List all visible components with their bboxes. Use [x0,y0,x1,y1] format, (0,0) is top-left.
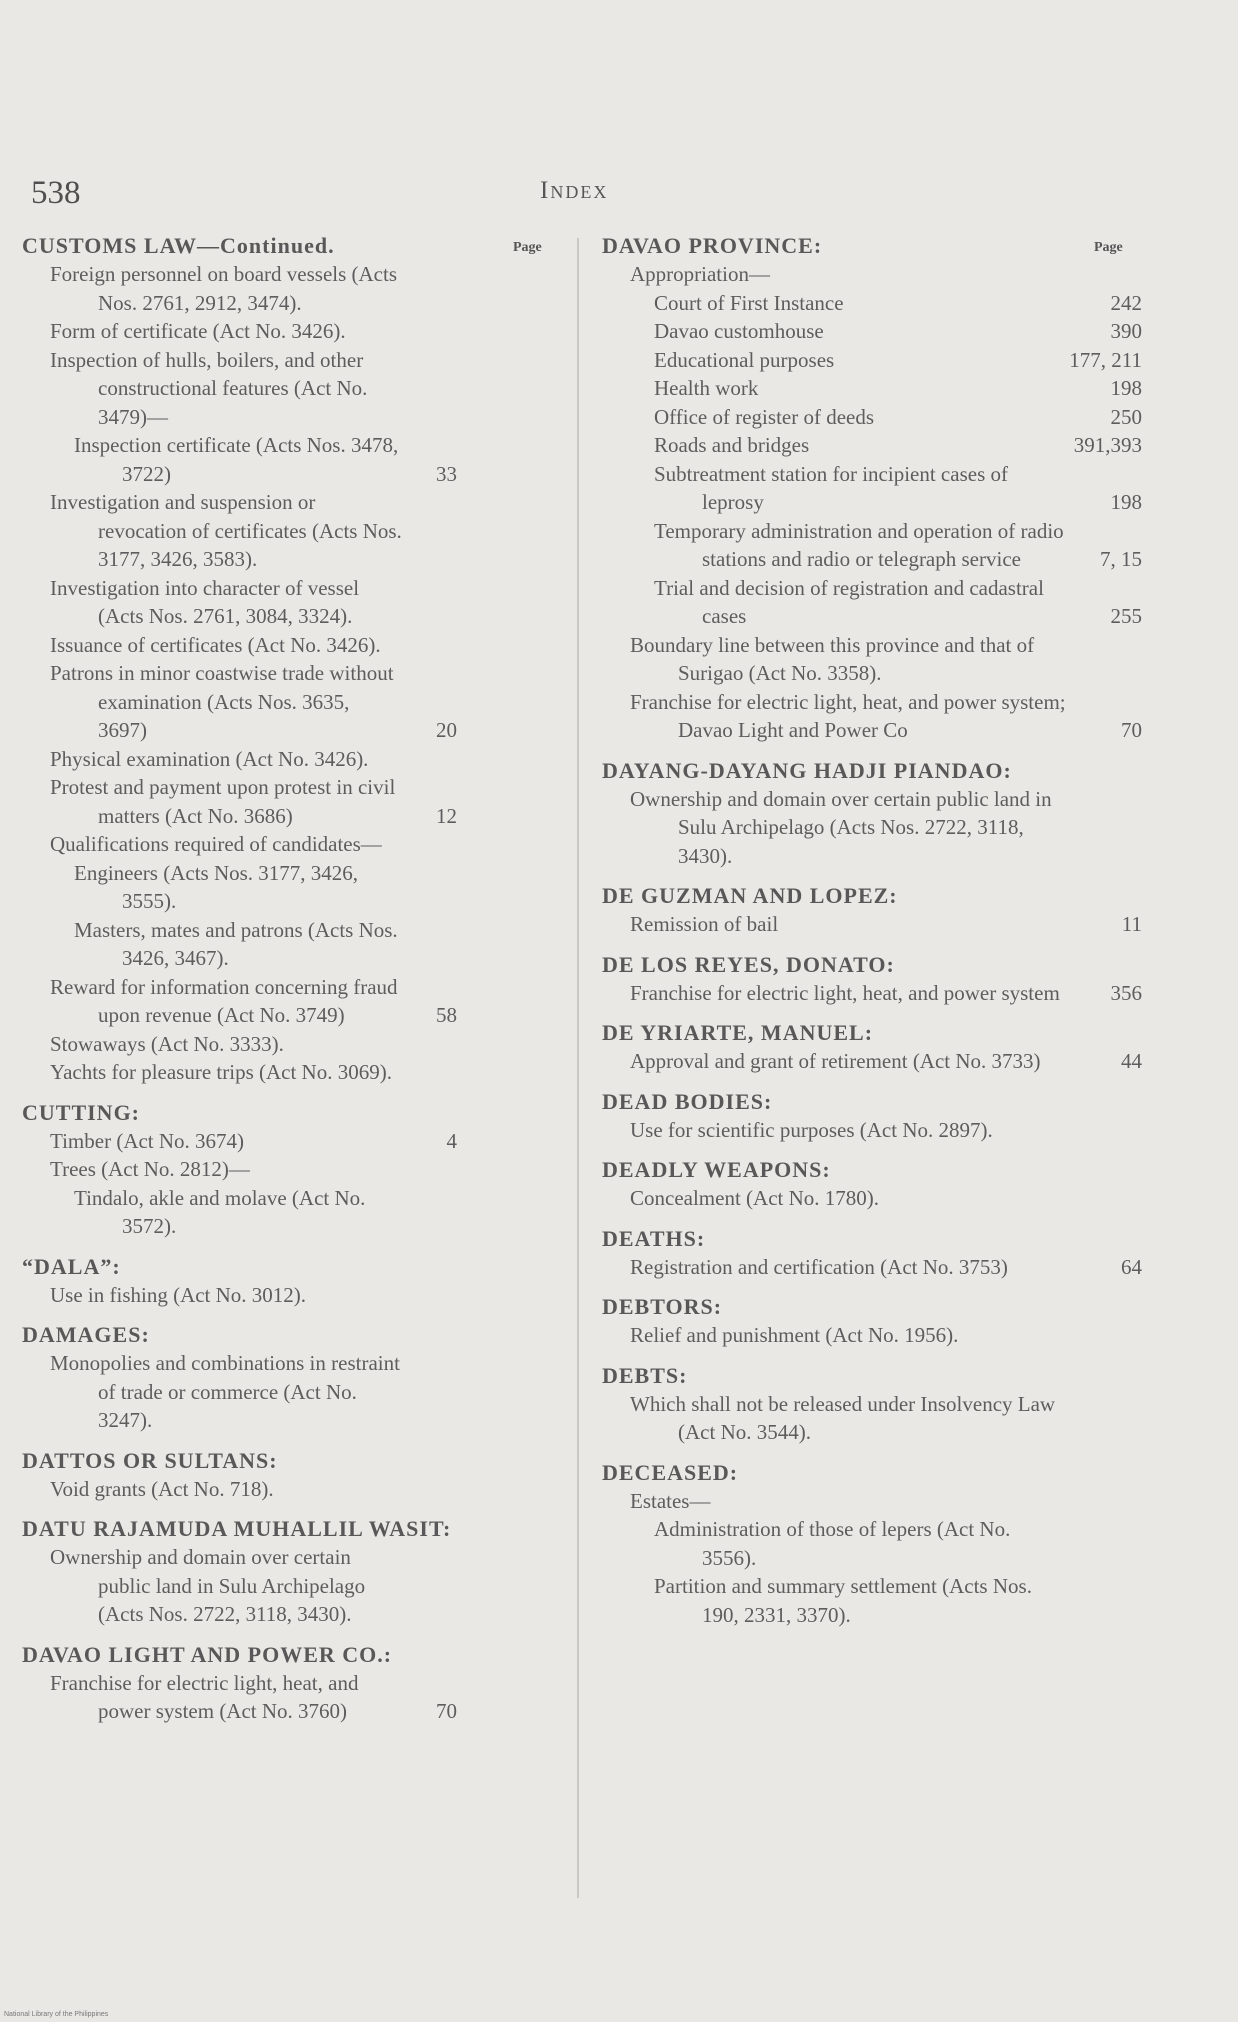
index-subentry [602,785,1142,871]
index-entry [602,1225,1142,1282]
column-divider [577,238,579,1898]
index-heading [602,1225,1142,1253]
index-subentry [602,574,1142,631]
index-heading-text: DAVAO LIGHT AND POWER CO.: [22,1641,393,1667]
index-subentry [22,1349,542,1435]
index-heading [22,1641,542,1669]
index-entry [602,1459,1142,1630]
index-subentry [602,1321,1142,1350]
index-subentry [22,346,542,432]
index-entry [602,1088,1142,1145]
index-heading-text: DE GUZMAN AND LOPEZ: [602,883,898,908]
index-subentry [602,1487,1142,1516]
index-subentry [22,859,542,916]
subentry-text: Approval and grant of retirement (Act No. 3733) [630,1049,1041,1073]
index-entry [602,1156,1142,1213]
subentry-text: Trial and decision of registration and cadastral cases [654,575,1044,628]
index-heading [22,232,542,260]
index-heading-text: DATU RAJAMUDA MUHALLIL WASIT: [22,1516,452,1541]
index-entry [22,1253,542,1310]
index-subentry [22,659,542,745]
subentry-text: Inspection of hulls, boilers, and other constructional features (Act No. 3479)— [50,347,368,429]
subentry-text: Inspection certificate (Acts Nos. 3478, 3722) [74,433,399,486]
subentry-text: Relief and punishment (Act No. 1956). [630,1323,959,1347]
page-reference: 4 [446,1128,457,1153]
index-entry [602,1293,1142,1350]
index-heading [602,1156,1142,1184]
subentry-text: Estates— [630,1488,711,1513]
index-subentry [602,910,1142,939]
subentry-text: Temporary administration and operation of radio stations and radio or telegraph service [654,518,1064,571]
subentry-text: Void grants (Act No. 718). [50,1476,274,1501]
index-subentry [22,260,542,317]
subentry-text: Remission of bail [630,912,779,936]
subentry-text: Educational purposes [654,347,835,372]
index-entry [22,1447,542,1504]
index-subentry [22,1281,542,1310]
index-heading-text: DEBTORS: [602,1294,723,1319]
subentry-text: Investigation into character of vessel (Acts Nos. 2761, 3084, 3324). [50,575,360,628]
index-subentry [22,1543,542,1629]
page-reference: 7, 15 [1100,547,1142,571]
index-entry [22,1099,542,1241]
page-reference: 198 [1110,490,1142,514]
subentry-text: Qualifications required of candidates— [50,832,382,856]
index-subentry [602,317,1142,346]
subentry-text: Health work [654,376,759,400]
page-reference: 20 [436,718,457,742]
index-subentry [602,374,1142,403]
index-subentry [602,460,1142,517]
index-subentry [22,1058,542,1087]
index-subentry [22,1669,542,1726]
subentry-text: Timber (Act No. 3674) [50,1128,245,1153]
index-subentry [22,916,542,973]
subentry-text: Administration of those of lepers (Act No. 3556). [654,1517,1011,1570]
index-subentry [22,830,542,859]
subentry-text: Form of certificate (Act No. 3426). [50,319,346,343]
index-heading [22,1321,542,1349]
index-subentry [22,431,542,488]
page-reference: 177, 211 [1069,347,1142,372]
index-subentry [602,1390,1142,1447]
left-page-label: Page [513,240,542,255]
index-heading-text: DECEASED: [602,1459,739,1485]
index-subentry [22,488,542,574]
index-entry [602,232,1142,745]
page-reference: 70 [1121,718,1142,742]
index-heading [602,1459,1142,1487]
index-subentry [602,631,1142,688]
subentry-text: Boundary line between this province and that of Surigao (Act No. 3358). [630,632,1035,685]
index-subentry [22,745,542,774]
index-subentry [602,1116,1142,1145]
index-heading-text: “DALA”: [22,1253,121,1279]
subentry-text: Trees (Act No. 2812)— [50,1157,250,1181]
index-subentry [22,1475,542,1504]
index-heading [602,232,1142,260]
subentry-text: Engineers (Acts Nos. 3177, 3426, 3555). [74,860,359,913]
index-heading-text: DEBTS: [602,1362,688,1388]
page-reference: 198 [1110,376,1142,400]
index-subentry [602,431,1142,460]
subentry-text: Ownership and domain over certain public land in Sulu Archipelago (Acts Nos. 2722, 3118, 3430). [630,786,1052,868]
index-subentry [22,973,542,1030]
page-reference: 255 [1110,604,1142,628]
index-subentry [602,1572,1142,1629]
index-heading [22,1447,542,1475]
subentry-text: Office of register of deeds [654,404,875,429]
index-subentry [22,1030,542,1059]
page-reference: 390 [1110,319,1142,343]
index-subentry [602,688,1142,745]
page-reference: 250 [1110,404,1142,429]
index-heading [22,1253,542,1281]
index-subentry [602,260,1142,289]
index-heading-text: DEATHS: [602,1225,706,1251]
index-subentry [602,403,1142,432]
index-entry [22,1641,542,1726]
left-index-column [22,232,542,1738]
index-heading-text: CUTTING: [22,1099,141,1125]
page-reference: 33 [436,461,457,486]
index-heading [602,757,1142,785]
page-reference: 44 [1121,1049,1142,1073]
subentry-text: Franchise for electric light, heat, and power system [630,980,1060,1005]
page-reference: 11 [1121,912,1142,936]
page-reference: 391,393 [1073,433,1142,457]
index-entry [22,1321,542,1435]
index-entry [602,1019,1142,1076]
subentry-text: Issuance of certificates (Act No. 3426). [50,632,381,657]
page-reference: 64 [1121,1254,1142,1279]
index-subentry [602,979,1142,1008]
page-reference: 356 [1110,980,1142,1005]
subentry-text: Physical examination (Act No. 3426). [50,746,369,771]
index-heading-text: DAVAO PROVINCE: [602,233,823,258]
index-subentry [22,631,542,660]
index-entry [602,1362,1142,1447]
subentry-text: Court of First Instance [654,290,844,315]
subentry-text: Franchise for electric light, heat, and power system; Davao Light and Power Co [630,689,1066,742]
page-number: 538 [31,175,81,211]
page-reference: 242 [1110,290,1142,315]
subentry-text: Use for scientific purposes (Act No. 2897). [630,1117,993,1142]
index-heading [602,1293,1142,1321]
page-title: Index [540,177,609,204]
index-entry [22,1515,542,1629]
subentry-text: Patrons in minor coastwise trade without examination (Acts Nos. 3635, 3697) [50,661,394,742]
index-heading-text: DE YRIARTE, MANUEL: [602,1020,874,1045]
index-heading [602,1088,1142,1116]
index-heading-text: DATTOS OR SULTANS: [22,1447,278,1473]
index-subentry [22,1184,542,1241]
index-heading [22,1515,542,1543]
footer-credit: National Library of the Philippines [4,2011,109,2018]
subentry-text: Appropriation— [630,262,770,286]
subentry-text: Roads and bridges [654,433,810,457]
subentry-text: Protest and payment upon protest in civil matters (Act No. 3686) [50,775,396,828]
subentry-text: Ownership and domain over certain public land in Sulu Archipelago (Acts Nos. 2722, 3118, 3430). [50,1545,366,1626]
index-entry [602,882,1142,939]
subentry-text: Foreign personnel on board vessels (Acts Nos. 2761, 2912, 3474). [50,262,398,315]
index-heading [602,1019,1142,1047]
right-index-column [602,232,1142,1641]
page-reference: 58 [436,1003,457,1027]
index-subentry [602,1184,1142,1213]
index-heading-text: DEAD BODIES: [602,1088,773,1114]
subentry-text: Investigation and suspension or revocation of certificates (Acts Nos. 3177, 3426, 3583). [50,490,402,571]
index-subentry [602,517,1142,574]
index-heading [602,1362,1142,1390]
subentry-text: Tindalo, akle and molave (Act No. 3572). [74,1185,366,1238]
page-reference: 12 [436,803,457,828]
index-heading-text: DEADLY WEAPONS: [602,1157,831,1182]
index-subentry [602,1047,1142,1076]
page-reference: 70 [436,1699,457,1723]
subentry-text: Registration and certification (Act No. 3753) [630,1254,1008,1279]
right-page-label: Page [1094,240,1123,255]
index-heading-text: DAMAGES: [22,1322,150,1347]
subentry-text: Reward for information concerning fraud upon revenue (Act No. 3749) [50,974,398,1027]
subentry-text: Concealment (Act No. 1780). [630,1186,880,1210]
index-subentry [602,1515,1142,1572]
index-subentry [22,1127,542,1156]
subentry-text: Partition and summary settlement (Acts Nos. 190, 2331, 3370). [654,1574,1032,1627]
index-heading-text: DE LOS REYES, DONATO: [602,951,895,977]
subentry-text: Use in fishing (Act No. 3012). [50,1282,307,1307]
index-heading [22,1099,542,1127]
subentry-text: Stowaways (Act No. 3333). [50,1031,284,1056]
index-subentry [602,289,1142,318]
index-entry [602,757,1142,871]
index-subentry [22,317,542,346]
index-subentry [22,773,542,830]
subentry-text: Monopolies and combinations in restraint of trade or commerce (Act No. 3247). [50,1351,400,1432]
subentry-text: Which shall not be released under Insolvency Law (Act No. 3544). [630,1391,1056,1444]
index-entry [22,232,542,1087]
index-subentry [22,574,542,631]
subentry-text: Yachts for pleasure trips (Act No. 3069). [50,1060,392,1084]
index-heading-continued: Continued. [220,233,335,258]
index-heading-text: DAYANG-DAYANG HADJI PIANDAO: [602,757,1012,783]
subentry-text: Franchise for electric light, heat, and power system (Act No. 3760) [50,1670,359,1723]
index-heading [602,882,1142,910]
index-subentry [22,1155,542,1184]
index-entry [602,951,1142,1008]
index-subentry [602,1253,1142,1282]
index-subentry [602,346,1142,375]
subentry-text: Davao customhouse [654,319,824,343]
subentry-text: Subtreatment station for incipient cases of leprosy [654,461,1008,514]
index-heading [602,951,1142,979]
subentry-text: Masters, mates and patrons (Acts Nos. 3426, 3467). [74,917,398,970]
index-heading-text: CUSTOMS LAW— [22,233,221,258]
